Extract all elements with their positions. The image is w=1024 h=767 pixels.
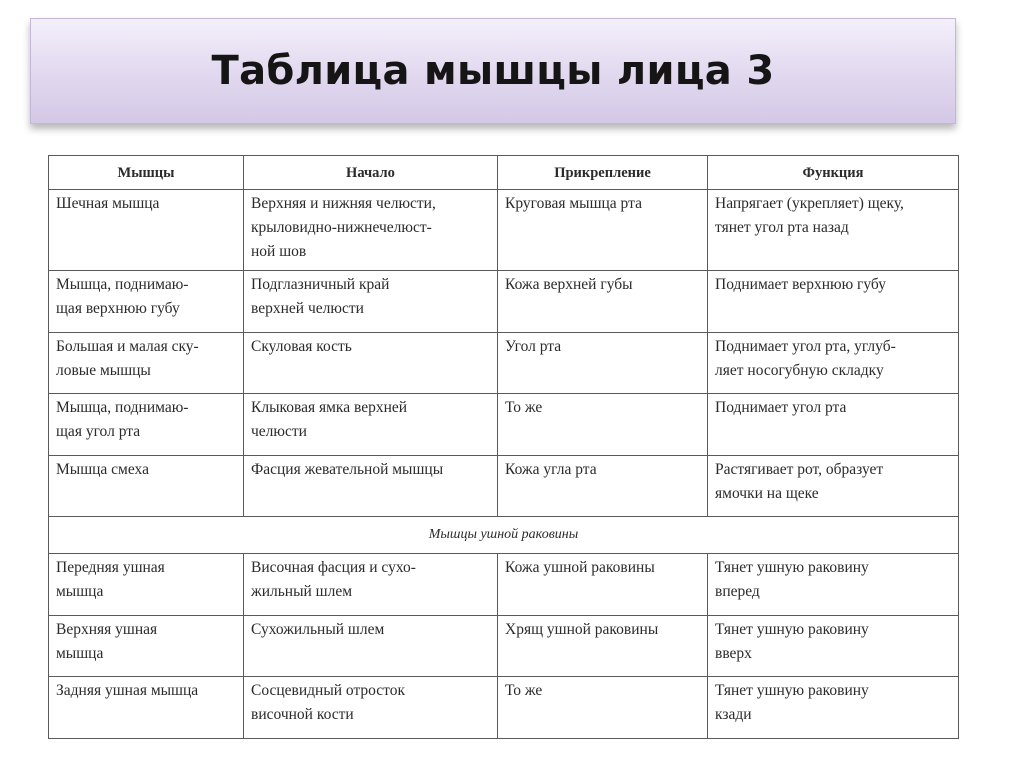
cell-line: Кожа верхней губы xyxy=(505,276,633,294)
table-row xyxy=(49,332,959,394)
cell-line: тянет угол рта назад xyxy=(715,219,849,236)
cell-line: мышца xyxy=(56,644,104,662)
origin-cell xyxy=(244,332,498,394)
table-row xyxy=(49,677,959,739)
cell-line: Кожа угла рта xyxy=(505,460,597,478)
cell-line: То же xyxy=(505,682,543,700)
cell-line: Тянет ушную раковину xyxy=(715,682,869,700)
header-row xyxy=(49,156,959,190)
cell-line: Тянет ушную раковину xyxy=(715,620,869,638)
cell-line: Скуловая кость xyxy=(251,337,352,355)
function-cell xyxy=(708,332,959,394)
table-row xyxy=(49,190,959,271)
function-cell xyxy=(708,394,959,456)
cell-line: Передняя ушная xyxy=(56,559,165,577)
header-function: Функция xyxy=(708,156,959,190)
cell-line: Верхняя ушная xyxy=(56,620,158,638)
table-row xyxy=(49,615,959,677)
cell-line: Тянет ушную раковину xyxy=(715,559,869,577)
insertion-cell xyxy=(498,455,708,517)
cell-line: щая верхнюю губу xyxy=(56,300,180,318)
function-cell xyxy=(708,554,959,616)
cell-line: ляет носогубную складку xyxy=(715,361,884,379)
table-body xyxy=(49,190,959,739)
cell-line: мышца xyxy=(56,583,104,601)
insertion-cell xyxy=(498,615,708,677)
table-row xyxy=(49,455,959,517)
muscle-cell xyxy=(49,615,244,677)
function-cell xyxy=(708,615,959,677)
title-banner xyxy=(30,18,956,124)
insertion-cell xyxy=(498,190,708,271)
cell-line: Кожа ушной раковины xyxy=(505,559,655,577)
cell-line: вперед xyxy=(715,583,760,601)
table-row xyxy=(49,554,959,616)
header-muscles: Мышцы xyxy=(49,156,244,190)
cell-line: Поднимает верхнюю губу xyxy=(715,276,886,294)
cell-line: крыловидно-нижнечелюст- xyxy=(251,219,432,236)
insertion-cell xyxy=(498,271,708,333)
table-row xyxy=(49,394,959,456)
cell-line: ловые мышцы xyxy=(56,361,151,379)
table-header xyxy=(49,156,959,190)
cell-line: Поднимает угол рта xyxy=(715,399,847,417)
cell-line: Хрящ ушной раковины xyxy=(505,620,659,638)
muscle-cell xyxy=(49,190,244,271)
cell-line: Растягивает рот, образует xyxy=(715,460,884,478)
cell-line: кзади xyxy=(715,706,752,724)
origin-cell xyxy=(244,615,498,677)
cell-line: Фасция жевательной мышцы xyxy=(251,460,444,478)
cell-line: Напрягает (укрепляет) щеку, xyxy=(715,195,904,212)
cell-line: Височная фасция и сухо- xyxy=(251,559,416,577)
muscle-cell xyxy=(49,455,244,517)
page-title: Таблица мышцы лица 3 xyxy=(211,48,775,94)
cell-line: Мышца, поднимаю- xyxy=(56,276,189,294)
cell-line: Мышца, поднимаю- xyxy=(56,399,189,417)
origin-cell xyxy=(244,455,498,517)
section-row xyxy=(49,517,959,554)
origin-cell xyxy=(244,394,498,456)
cell-line: Мышца смеха xyxy=(56,460,149,478)
cell-line: Поднимает угол рта, углуб- xyxy=(715,337,896,355)
cell-line: щая угол рта xyxy=(56,423,141,441)
cell-line: Сосцевидный отросток xyxy=(251,682,406,700)
insertion-cell xyxy=(498,394,708,456)
function-cell xyxy=(708,190,959,271)
muscle-cell xyxy=(49,394,244,456)
function-cell xyxy=(708,677,959,739)
cell-line: верхней челюсти xyxy=(251,300,364,318)
cell-line: Угол рта xyxy=(505,337,562,355)
cell-line: Большая и малая ску- xyxy=(56,337,199,355)
origin-cell xyxy=(244,677,498,739)
cell-line: Верхняя и нижняя челюсти, xyxy=(251,195,436,212)
cell-line: Подглазничный край xyxy=(251,276,390,294)
section-label: Мышцы ушной раковины xyxy=(49,517,959,554)
muscle-cell xyxy=(49,554,244,616)
cell-line: ной шов xyxy=(251,243,307,260)
cell-line: вверх xyxy=(715,644,752,662)
insertion-cell xyxy=(498,554,708,616)
cell-line: Задняя ушная мышца xyxy=(56,682,199,700)
function-cell xyxy=(708,271,959,333)
insertion-cell xyxy=(498,677,708,739)
header-origin: Начало xyxy=(244,156,498,190)
muscle-cell xyxy=(49,677,244,739)
cell-line: Круговая мышца рта xyxy=(505,195,642,212)
origin-cell xyxy=(244,190,498,271)
cell-line: Шечная мышца xyxy=(56,195,160,212)
function-cell xyxy=(708,455,959,517)
cell-line: жильный шлем xyxy=(251,583,353,601)
origin-cell xyxy=(244,554,498,616)
cell-line: челюсти xyxy=(251,423,307,441)
cell-line: Сухожильный шлем xyxy=(251,620,385,638)
insertion-cell xyxy=(498,332,708,394)
cell-line: То же xyxy=(505,399,543,417)
muscle-cell xyxy=(49,271,244,333)
header-insertion: Прикрепление xyxy=(498,156,708,190)
muscles-table xyxy=(48,155,959,739)
origin-cell xyxy=(244,271,498,333)
cell-line: Клыковая ямка верхней xyxy=(251,399,408,417)
cell-line: височной кости xyxy=(251,706,354,724)
cell-line: ямочки на щеке xyxy=(715,484,819,502)
table-row xyxy=(49,271,959,333)
muscle-cell xyxy=(49,332,244,394)
